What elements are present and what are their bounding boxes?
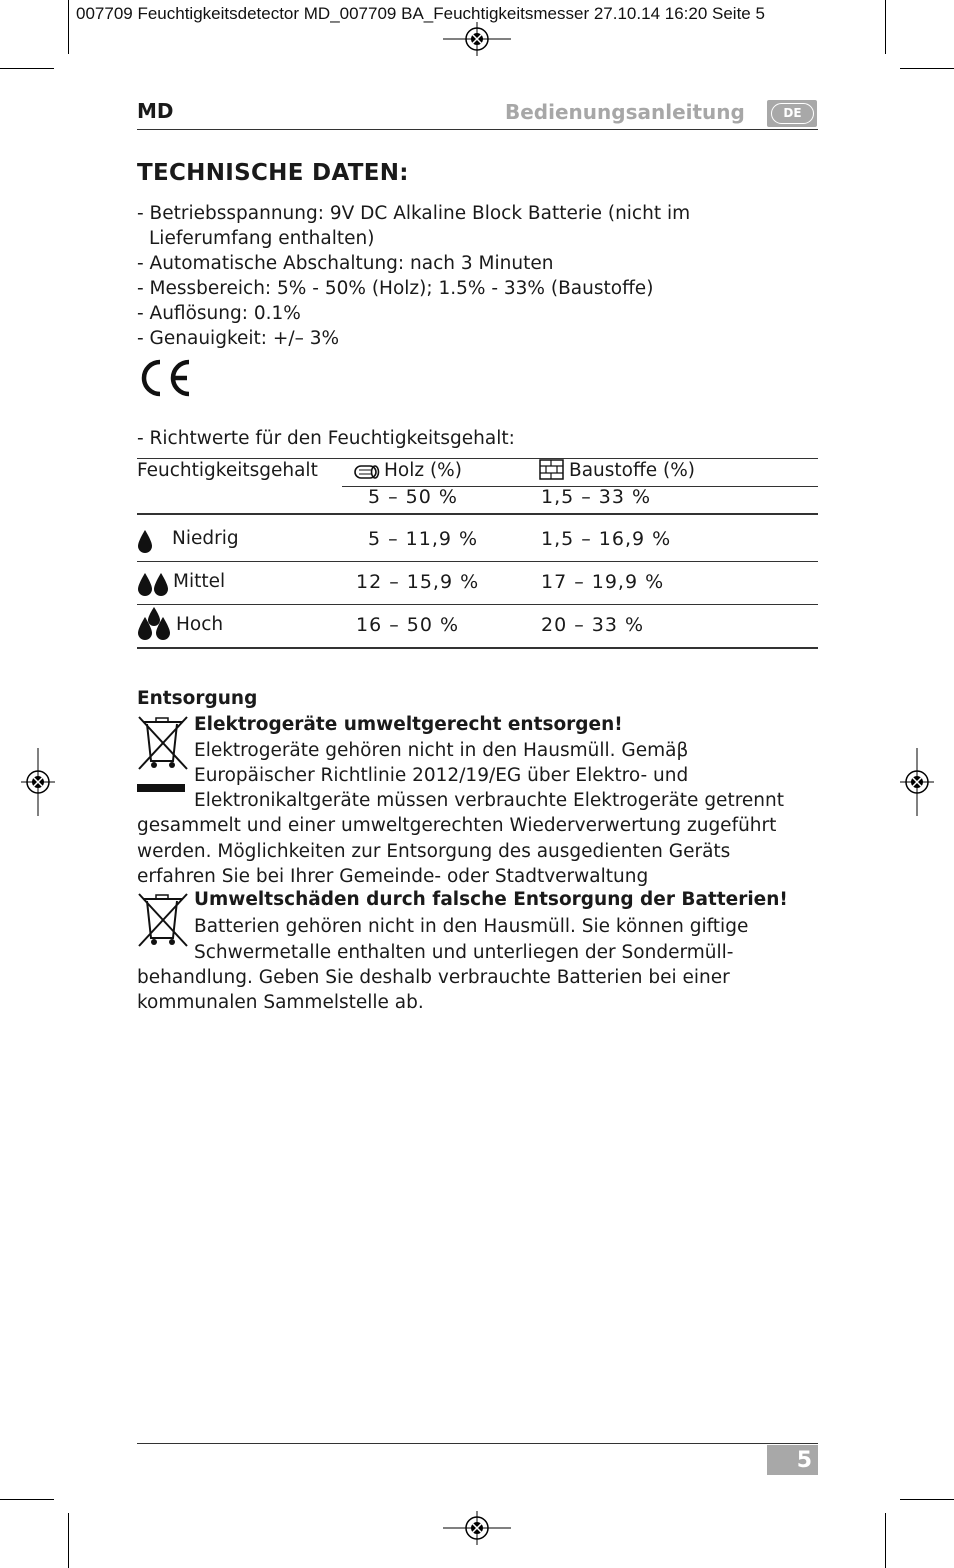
spec-item: - Auflösung: 0.1% <box>137 303 301 324</box>
column-header-wood: Holz (%) <box>384 460 462 481</box>
language-badge <box>767 100 817 127</box>
footer-rule <box>137 1443 818 1444</box>
header-model: MD <box>137 99 174 123</box>
row-medium-building: 17 – 19,9 % <box>541 571 665 593</box>
wood-icon <box>354 465 380 479</box>
electro-title: Elektrogeräte umweltgerecht entsorgen! <box>194 714 623 735</box>
crop-mark <box>900 68 954 69</box>
electro-line: erfahren Sie bei Ihrer Gemeinde- oder Stadtverwaltung <box>137 866 649 887</box>
battery-line: kommunalen Sammelstelle ab. <box>137 992 424 1013</box>
table-rule <box>137 513 818 515</box>
spec-item: - Genauigkeit: +/– 3% <box>137 328 340 349</box>
table-rule <box>137 561 818 562</box>
crossed-bin-icon <box>137 892 189 948</box>
row-label-medium: Mittel <box>173 571 226 592</box>
registration-mark-icon <box>443 1511 511 1545</box>
section-title: TECHNISCHE DATEN: <box>137 160 409 186</box>
crossed-bin-icon <box>137 715 189 771</box>
disposal-heading: Entsorgung <box>137 688 258 709</box>
spec-list <box>137 201 797 351</box>
crop-mark <box>0 68 54 69</box>
row-medium-wood: 12 – 15,9 % <box>356 571 480 593</box>
electro-line: Europäischer Richtlinie 2012/19/EG über Elektro- und <box>194 765 689 786</box>
battery-line: Batterien gehören nicht in den Hausmüll. Sie können giftige <box>194 916 749 937</box>
separate-collection-bar-icon <box>137 784 185 792</box>
crop-mark <box>68 1513 69 1568</box>
row-label-high: Hoch <box>176 614 224 635</box>
row-label-low: Niedrig <box>172 528 239 549</box>
registration-mark-icon <box>21 748 55 816</box>
range-wood: 5 – 50 % <box>368 486 458 508</box>
electro-line: werden. Möglichkeiten zur Entsorgung des ausgedienten Geräts <box>137 841 731 862</box>
electro-line: Elektrogeräte gehören nicht in den Hausmüll. Gemäβ <box>194 740 689 761</box>
crop-mark <box>68 0 69 54</box>
battery-line: Schwermetalle enthalten und unterliegen der Sondermüll- <box>194 942 734 963</box>
crop-mark <box>885 0 886 54</box>
drops-two-icon <box>137 573 169 597</box>
page-number: 5 <box>767 1445 818 1475</box>
language-code: DE <box>771 103 814 124</box>
battery-title: Umweltschäden durch falsche Entsorgung der Batterien! <box>194 889 788 910</box>
row-high-building: 20 – 33 % <box>541 614 645 636</box>
crop-mark <box>885 1513 886 1568</box>
spec-item: - Betriebsspannung: 9V DC Alkaline Block Batterie (nicht im Lieferumfang enthalten) <box>137 203 691 249</box>
registration-mark-icon <box>900 748 934 816</box>
guide-intro: - Richtwerte für den Feuchtigkeitsgehalt: <box>137 428 515 449</box>
brick-icon <box>539 459 565 480</box>
registration-mark-icon <box>443 22 511 56</box>
drops-three-icon <box>137 607 171 641</box>
spec-item: - Automatische Abschaltung: nach 3 Minuten <box>137 253 554 274</box>
column-header-building: Baustoffe (%) <box>569 460 695 481</box>
column-header-moisture: Feuchtigkeitsgehalt <box>137 460 318 481</box>
row-high-wood: 16 – 50 % <box>356 614 460 636</box>
table-rule <box>137 458 818 459</box>
drop-icon <box>137 530 153 554</box>
range-building: 1,5 – 33 % <box>541 486 652 508</box>
spec-item: - Messbereich: 5% - 50% (Holz); 1.5% - 33% (Baustoffe) <box>137 278 654 299</box>
electro-line: Elektronikaltgeräte müssen verbrauchte Elektrogeräte getrennt <box>194 790 784 811</box>
row-low-wood: 5 – 11,9 % <box>368 528 479 550</box>
ce-mark-icon <box>137 358 193 398</box>
header-title: Bedienungsanleitung <box>505 100 745 124</box>
row-low-building: 1,5 – 16,9 % <box>541 528 672 550</box>
table-rule <box>137 647 818 649</box>
crop-mark <box>0 1499 54 1500</box>
print-slug: 007709 Feuchtigkeitsdetector MD_007709 BA_Feuchtigkeitsmesser 27.10.14 16:20 Seite 5 <box>76 4 765 23</box>
header-rule <box>137 129 818 130</box>
crop-mark <box>900 1499 954 1500</box>
electro-line: gesammelt und einer umweltgerechten Wiederverwertung zugeführt <box>137 815 777 836</box>
battery-line: behandlung. Geben Sie deshalb verbrauchte Batterien bei einer <box>137 967 730 988</box>
table-rule <box>137 604 818 605</box>
